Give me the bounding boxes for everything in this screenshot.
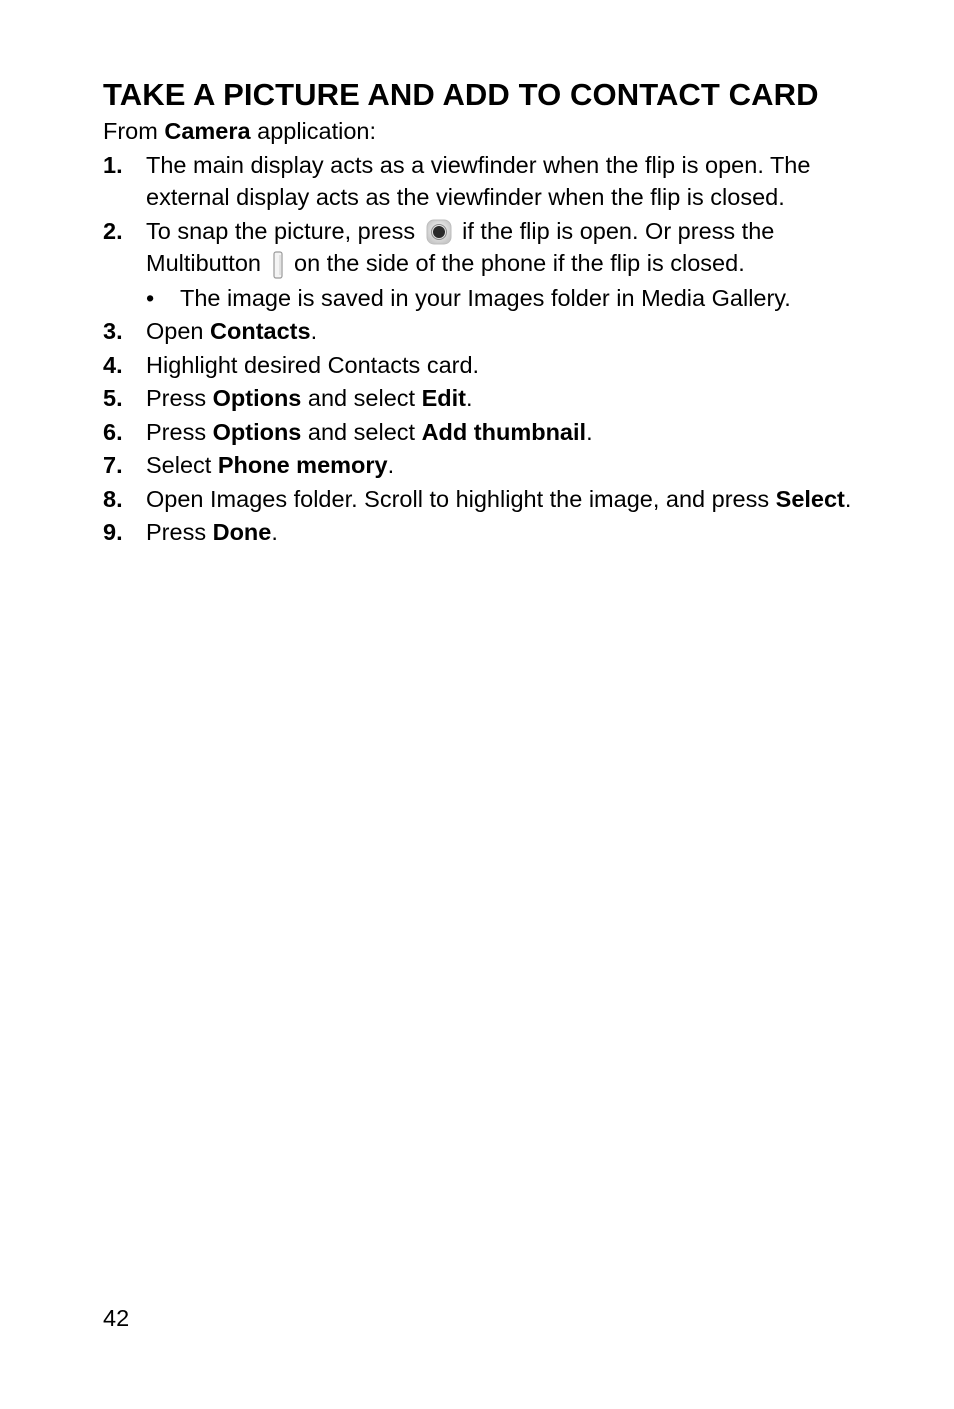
- step-keyword: Done: [212, 519, 272, 545]
- step-4: [103, 349, 863, 381]
- page-title: TAKE A PICTURE AND ADD TO CONTACT CARD: [103, 77, 819, 112]
- step-3: [103, 315, 863, 347]
- step-text: The main display acts as a viewfinder when the flip is open. The external display acts as the viewfinder when the flip is closed.: [146, 152, 811, 210]
- step-8: [103, 483, 863, 515]
- step-text-pre: Select: [146, 452, 218, 478]
- step-text-post: .: [465, 385, 473, 411]
- step-text: Highlight desired Contacts card.: [146, 351, 480, 378]
- step-text-part-2: if the flip is open. Or press the Multibutton: [146, 217, 775, 276]
- intro-app-name: Camera: [164, 118, 251, 144]
- step-number: 7.: [103, 452, 123, 478]
- step-2-note: [146, 282, 863, 314]
- step-text-pre: Press: [146, 519, 213, 545]
- step-2: [103, 215, 863, 314]
- intro-line: [103, 115, 863, 147]
- step-number: 5.: [103, 385, 123, 411]
- step-number: 4.: [103, 351, 123, 378]
- step-keyword: Options: [212, 418, 302, 445]
- step-number: 3.: [103, 318, 123, 344]
- steps-list: [103, 149, 863, 548]
- note-text: The image is saved in your Images folder in Media Gallery.: [180, 284, 791, 311]
- step-6: [103, 416, 863, 448]
- step-text-pre: Open Images folder. Scroll to highlight the image, and press: [146, 485, 776, 512]
- step-keyword: Options: [212, 385, 302, 411]
- step-text-part-3: on the side of the phone if the flip is closed.: [294, 249, 745, 276]
- step-7: [103, 449, 863, 481]
- page-number: 42: [103, 1305, 130, 1331]
- step-text-post: .: [844, 485, 852, 512]
- step-text-pre: Open: [146, 318, 211, 344]
- step-keyword-2: Add thumbnail: [421, 418, 587, 445]
- step-5: [103, 382, 863, 414]
- step-text-post: .: [271, 519, 278, 545]
- step-keyword: Phone memory: [217, 452, 388, 478]
- camera-key-icon: [426, 219, 452, 245]
- step-1: [103, 149, 863, 213]
- bullet-mark: •: [146, 284, 155, 311]
- manual-page: [103, 78, 863, 550]
- intro-prefix: From: [103, 118, 165, 144]
- multibutton-icon: [273, 251, 283, 279]
- intro-suffix: application:: [250, 118, 377, 144]
- step-text-part-1: To snap the picture, press: [146, 217, 416, 244]
- step-text-post: .: [310, 318, 318, 344]
- step-number: 2.: [103, 217, 123, 244]
- step-text-mid: and select: [301, 418, 422, 445]
- step-9: [103, 516, 863, 548]
- step-number: 1.: [103, 152, 123, 178]
- step-number: 9.: [103, 519, 123, 545]
- step-number: 8.: [103, 485, 123, 512]
- step-keyword: Select: [775, 485, 845, 512]
- step-keyword: Contacts: [210, 318, 311, 344]
- step-text-pre: Press: [146, 418, 213, 445]
- step-number: 6.: [103, 418, 123, 445]
- step-text-post: .: [387, 452, 395, 478]
- step-text-pre: Press: [146, 385, 213, 411]
- step-text-mid: and select: [301, 385, 422, 411]
- step-text-post: .: [586, 418, 593, 445]
- step-keyword-2: Edit: [421, 385, 466, 411]
